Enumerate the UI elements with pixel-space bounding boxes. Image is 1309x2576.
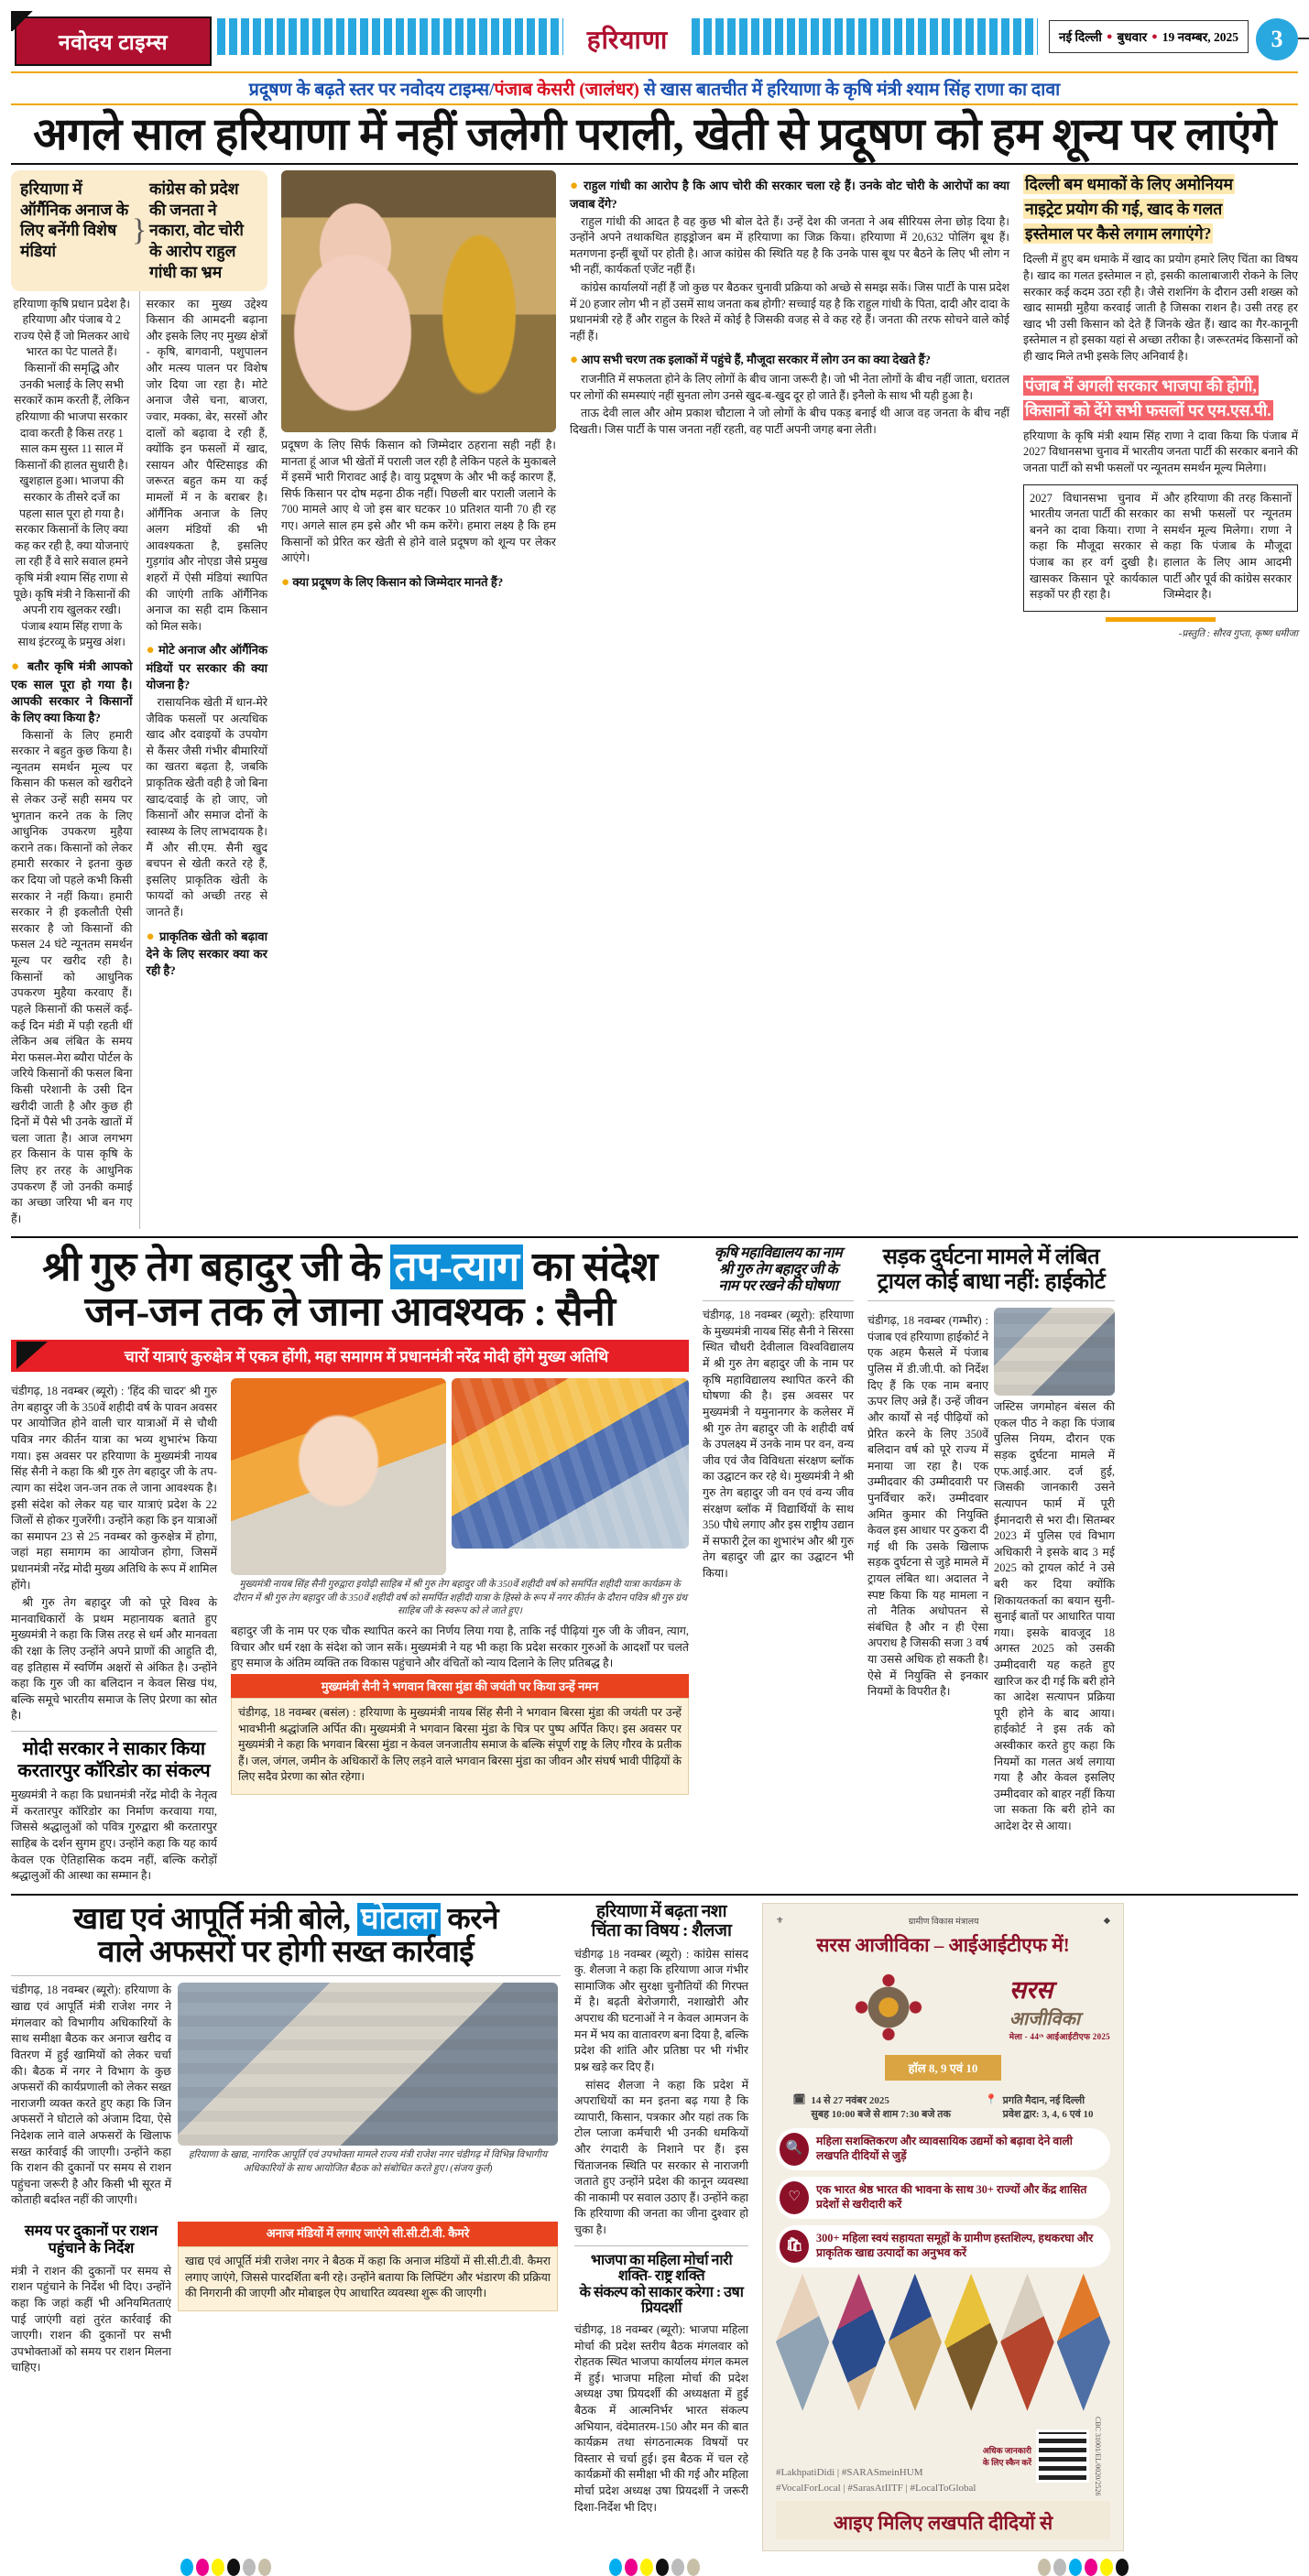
guru-main-block [11,1245,689,1886]
bullet-dot-icon: ● [1151,31,1158,42]
guru-photo-left [231,1378,446,1575]
calendar-icon: 🗓 [792,2093,806,2105]
lead-q2-block: सरकार का मुख्य उद्देश्य किसान की आमदनी बढ़ाना और इसके लिए नए मुख्य क्षेत्रों - कृषि, बागवानी, पशुपालन और मत्स्य पालन पर विशेष जोर दिया जा रहा है। मोटे अनाज जैसे चना, बाजरा, ज्वार, मक्का, बेर, सरसों और दालों को बढ़ावा दे रही हैं, क्योंकि इन फसलों में खाद, रसायन और पैस्टिसाइड की जरूरत बहुत कम या कई मामलों में न के बराबर है। ऑर्गैनिक अनाज के लिए अलग मंडियों की भी आवश्यकता है, इसलिए गुड़गांव और नोएडा जैसे प्रमुख शहरों में ऐसी मंडियां स्थापित की जाएंगी ताकि ऑर्गैनिक अनाज का सही दाम किसान को मिल सके। ● मोटे अनाज और ऑर्गैनिक मंडियों पर सरकार की क्या योजना है? रासायनिक खेती में धान-मेरे जैविक फसलों पर अत्यधिक खाद और दवाइयों के उपयोग से कैंसर जैसी गंभीर बीमारियों का खतरा बढ़ता है, जबकि प्राकृतिक खेती वही है जो बिना खाद/दवाई के हो जाए, जो किसानों और समाज दोनों के स्वास्थ्य के लिए लाभदायक है। मैं और सी.एम. सैनी खुद बचपन से खेती करते रहे हैं, इसलिए प्राकृतिक खेती के फायदों को अच्छी तरह से जानते हैं। ● प्राकृतिक खेती को बढ़ावा देने के लिए सरकार क्या कर रही है? [146,297,268,978]
bullet-icon: ● [146,929,156,944]
guru-col-mid-text: बहादुर जी के नाम पर एक चौक स्थापित करने का निर्णय लिया गया है, ताकि नई पीढ़ियां गुरु जी के जीवन, त्याग, विचार और धर्म रक्षा के संदेश को जान सकें। मुख्यमंत्री ने यह भी कहा कि प्रदेश सरकार गुरुओं के आदर्शों पर चलते हुए समाज के अंतिम व्यक्ति तक विकास पहुंचाने और वंचितों को न्याय दिलाने के लिए प्रतिबद्ध है। [231,1625,689,1670]
saras-ad[interactable] [762,1903,1124,2551]
lead-question-1: ● बतौर कृषि मंत्री आपको एक साल पूरा हो गया है। आपकी सरकार ने किसानों के लिए क्या किया है? [11,659,133,724]
emblem-icon: ⚜ [776,1916,784,1926]
highcourt-body-1: चंडीगढ़, 18 नवम्बर (गम्भीर) : पंजाब एवं हरियाणा हाईकोर्ट ने एक अहम फैसले में पंजाब पुलिस में डी.जी.पी. को निर्देश दिए हैं कि एक नाम बनाए ऊपर लिए अन्ने हैं। उन्हें जीवन और कार्यों से नई पीढ़ियों को प्रेरित करने के लिए 350वें बलिदान वर्ष को पूरे राज्य में मनाया जा रहा है। एक उम्मीदवार की उम्मीदवारी पर पुनर्विचार करें। उम्मीदवार अमित कुमार की नियुक्ति केवल इस आधार पर ठुकरा दी गई थी कि उसके खिलाफ सड़क दुर्घटना से जुड़े मामले में ट्रायल लंबित था। अदालत ने स्पष्ट किया कि यह मामला न तो नैतिक अधोपतन से संबंधित है और न ही ऐसा अपराध है जिसकी सजा 3 वर्ष या उससे अधिक हो सकती है। ऐसे में नियुक्ति से इनकार नियमों के विपरीत है। [867,1314,988,1699]
lead-col-4 [570,170,1009,440]
food-lower-columns [11,2216,561,2378]
kicker-part-b: पंजाब केसरी (जालंधर) [494,81,639,100]
ammonium-nitrate-headline: दिल्ली बम धमाकों के लिए अमोनियम नाइट्रेट प्रयोग की गई, खाद के गलत इस्तेमाल पर कैसे लगाम लगाएंगे? [1025,174,1233,244]
lead-q1-block [11,658,133,1227]
ad-photo-5 [1000,2274,1053,2411]
lead-article-columns [11,170,1298,1230]
cbc-code: CBC 31001/EL/0020/2526 [1094,2416,1102,2496]
search-icon: 🔍 [780,2133,809,2166]
ad-photo-3 [889,2274,942,2411]
ad-photo-6 [1057,2274,1110,2411]
basket-icon: 🛍 [780,2230,809,2263]
agri-head-1: कृषि महाविद्यालय का नाम [714,1245,843,1262]
lead-headline: अगले साल हरियाणा में नहीं जलेगी पराली, खेती से प्रदूषण को हम शून्य पर लाएंगे [33,109,1276,159]
bjp-head-1: भाजपा का महिला मोर्चा नारी शक्ति- राष्ट्र शक्ति [590,2252,733,2285]
lead-question-3: ● प्राकृतिक खेती को बढ़ावा देने के लिए सरकार क्या कर रही है? [146,929,267,978]
guru-section [11,1245,1298,1886]
dateline [1049,20,1249,53]
punjab-tail-box [1023,484,1298,612]
stripe-decoration-right [692,18,1038,55]
agri-head-3: नाम पर रखने की घोषणा [718,1277,838,1294]
section-divider-rule [11,1894,1298,1896]
section-divider-rule [11,1236,1298,1238]
kartarpur-body: मुख्यमंत्री ने कहा कि प्रधानमंत्री नरेंद्र मोदी के नेतृत्व में करतारपुर कॉरिडोर का निर्माण करवाया गया, जिससे श्रद्धालुओं को पवित्र गुरुद्वारा श्री करतारपुर साहिब के दर्शन सुगम हुए। उन्होंने कहा कि यह कार्य केवल एक ऐतिहासिक कदम नहीं, बल्कि करोड़ों श्रद्धालुओं की आस्था का सम्मान है। [11,1788,217,1883]
drugs-block [574,1903,748,2517]
ad-info-row [776,2093,1110,2121]
guru-headline-line2: जन-जन तक ले जाना आवश्यक : सैनी [84,1288,616,1334]
qr-code[interactable] [1036,2429,1089,2483]
corner-fold-icon [11,11,35,31]
newspaper-page [0,13,1309,2535]
qr-label: अधिक जानकारी के लिए स्कैन करें [982,2446,1031,2467]
guru-photo-row [231,1378,689,1575]
kicker-part-c: से खास बातचीत में हरियाणा के कृषि मंत्री श्याम सिंह राणा का दावा [638,81,1061,100]
ad-footer: आइए मिलिए लखपति दीदियों से [776,2501,1110,2539]
highcourt-columns [867,1308,1115,1836]
saras-brand-sub: मेला - 44ᵗʰ आईआईटीएफ 2025 [1009,2032,1110,2042]
guru-col1-text: चंडीगढ़, 18 नवम्बर (ब्यूरो) : 'हिंद की चादर' श्री गुरु तेग बहादुर जी के 350वें शहीदी वर्ष के पावन अवसर पर आयोजित होने वाली चार यात्राओं में से चौथी पवित्र नगर कीर्तन यात्रा का भव्य शुभारंभ किया गया। इस अवसर पर हरियाणा के मुख्यमंत्री नायब सिंह सैनी ने कहा कि श्री गुरु तेग बहादुर जी के तप-त्याग का संदेश जन-जन तक ले जाना आवश्यक है। इसी संदेश को लेकर यह चार यात्राएं प्रदेश के 22 जिलों से होकर गुजरेंगी। उन्होंने कहा कि इन यात्राओं का समापन 23 से 25 नवम्बर को कुरुक्षेत्र में होगा, जहां महा समागम का आयोजन होगा, जिसमें प्रधानमंत्री नरेंद्र मोदी मुख्य अतिथि के रूप में शामिल होंगे। श्री गुरु तेग बहादुर जी को पूरे विश्व के मानवाधिकारों के प्रथम महानायक बताते हुए मुख्यमंत्री ने कहा कि जिस तरह से धर्म और मानवता की रक्षा के लिए उन्होंने अपने प्राणों की आहुति दी, वह इतिहास में स्वर्णिम अक्षरों से अंकित है। उन्होंने कहा कि गुरु जी का बलिदान न केवल सिख पंथ, बल्कि समूचे भारतीय समाज के लिए प्रेरणा का स्रोत है। [11,1385,217,1723]
thin-rule [574,2245,748,2246]
guru-headline-line1: श्री गुरु तेग बहादुर जी के तप-त्याग का संदेश [42,1245,658,1290]
food-body: चंडीगढ़, 18 नवम्बर (ब्यूरो): हरियाणा के खाद्य एवं आपूर्ति मंत्री राजेश नगर ने मंगलवार को विभागीय अधिकारियों के साथ समीक्षा बैठक कर अनाज खरीद व वितरण में हुई खामियों को लेकर चर्चा की। बैठक में नगर ने विभाग के कुछ अफसरों की कार्यप्रणाली को लेकर सख्त नाराजगी व्यक्त करते हुए कहा कि जिन अफसरों ने घोटाले को अंजाम दिया, ऐसे निदेशक लाने वाले अफसरों के खिलाफ सख्त कार्रवाई की जाएगी। उन्होंने कहा कि राशन की दुकानों पर समय से राशन पहुंचना जरूरी है और किसी भी सूरत में कोताही बर्दाश्त नहीं की जाएगी। [11,1984,171,2207]
thin-rule [11,1975,561,1976]
dateline-day: बुधवार [1117,30,1148,44]
agri-head-2: श्री गुरु तेग बहादुर जी के [718,1262,838,1278]
punjab-govt-headline: पंजाब में अगली सरकार भाजपा की होगी, किसानों को देंगे सभी फसलों पर एम.एस.पी. [1025,375,1271,419]
food-sub-body: मंत्री ने राशन की दुकानों पर समय से राशन पहुंचाने के निर्देश भी दिए। उन्होंने कहा कि जहां कहीं भी अनियमितताएं पाई जाएंगी वहां तुरंत कार्रवाई की जाएगी। राशन की दुकानों पर सभी उपभोक्ताओं को समय पर राशन मिलना चाहिए। [11,2264,171,2375]
lead-answer-2: रासायनिक खेती में धान-मेरे जैविक फसलों पर अत्यधिक खाद और दवाइयों के उपयोग से कैंसर जैसी गंभीर बीमारियों का खतरा बढ़ता है, जबकि प्राकृतिक खेती वही है जो बिना खाद/दवाई के हो जाए, जो किसानों और समाज दोनों के स्वास्थ्य के लिए लाभदायक है। मैं और सी.एम. सैनी खुद बचपन से खेती करते रहे हैं, इसलिए प्राकृतिक खेती के फायदों को अच्छी तरह से जानते हैं। [146,696,267,918]
bullet-icon: ● [570,353,579,368]
lead-col4-text: ● राहुल गांधी का आरोप है कि आप चोरी की सरकार चला रहे हैं। उनके वोट चोरी के आरोपों का क्या जवाब देंगे? राहुल गांधी की आदत है वह कुछ भी बोल देते हैं। उन्हें देश की जनता ने अब सीरियस लेना छोड़ दिया है। उन्होंने अपने तथाकथित हाइड्रोजन बम में हरियाणा का जिक्र किया। हरियाणा में 20,632 पोलिंग बूथ हैं। मतगणना इन्हीं बूथों पर होती है। आज कांग्रेस की स्थिति यह है कि उनके पास बूथ पर बैठने के लिए भी लोग न भी नहीं, कार्यकर्ता एजेंट नहीं हैं। कांग्रेस कार्यालयों नहीं हैं जो कुछ पर बैठकर चुनावी प्रक्रिया को अच्छे से समझ सकें। जिस पार्टी के पास प्रदेश में 20 हजार लोग भी न हों उसमें साथ जनता कब होगी? सच्चाई यह है कि राहुल गांधी के पिता, दादी और दादा के प्रधानमंत्री रहे हैं और राहुल के रिश्ते में कोई है जिसकी वजह से वे कह रहे हैं। जनता की तरफ सोचने वाले कोई नहीं हैं। ● आप सभी चरण तक इलाकों में पहुंचे हैं, मौजूदा सरकार में लोग उन का क्या देखते हैं? राजनीति में सफलता होने के लिए लोगों के बीच जाना जरूरी है। जो भी नेता लोगों के बीच नहीं जाता, धरातल पर लोगों की समस्याएं नहीं सुनता लोग उनसे खुद-ब-खुद दूर हो जाते हैं। इनैलो के साथ भी यही हुआ है। ताऊ देवी लाल और ओम प्रकाश चौटाला ने जो लोगों के बीच पकड़ बनाई थी आज वह जनता के बीच नहीं दिखती। जिस पार्टी के पास जनता नहीं रहती, वह पार्टी अपनी जगह बना लेती। [570,178,1009,436]
birsa-munda-box [231,1698,689,1795]
ad-photo-4 [944,2274,998,2411]
saras-logo [776,1965,1110,2086]
food-photo-caption: हरियाणा के खाद्य, नागरिक आपूर्ति एवं उपभोक्ता मामले राज्य मंत्री राजेश नगर चंडीगढ़ में विभिन्न विभागीय अधिकारियों के साथ आयोजित बैठक को संबोधित करते हुए। (संजय कुर्ल) [188,2150,548,2174]
food-headline-1: खाद्य एवं आपूर्ति मंत्री बोले, घोटाला करने [72,1902,499,1936]
color-group-center [609,2559,700,2576]
guru-redbar: चारों यात्राएं कुरुक्षेत्र में एकत्र होंगी, महा समागम में प्रधानमंत्री नरेंद्र मोदी होंगे मुख्य अतिथि [11,1340,689,1372]
ammonium-nitrate-body: दिल्ली में हुए बम धमाके में खाद का प्रयोग हमारे लिए चिंता का विषय है। खाद का गलत इस्तेमाल न हो, इसकी कालाबाजारी रोकने के लिए सरकार कई कदम उठा रही है। जैसे राशनिंग के दौरान उसी शख्स को खाद सामग्री मुहैया करवाई जाती है जिसका राशन है। उसी तरह हर खाद भी उसी किसान को देते हैं जिनके खेत हैं। खाद का गैर-कानूनी इस्तेमाल न हो इसका यहां से अच्छा तरीका है। जरूरतमंद किसानों को ही खाद मिले तभी इसके लिए अनिवार्य है। [1023,253,1298,363]
cctv-body: खाद्य एवं आपूर्ति मंत्री राजेश नगर ने बैठक में कहा कि अनाज मंडियों में सी.सी.टी.वी. कैमरा लगाए जाएंगे, जिससे पारदर्शिता बनी रहे। उन्होंने बताया कि लिफ्टिंग और भंडारण की प्रक्रिया की निगरानी की जाएगी और मोबाइल ऐप आधारित व्यवस्था शुरू की जाएगी। [185,2254,551,2300]
ad-venue-line1: प्रगति मैदान, नई दिल्ली [1002,2094,1085,2106]
ad-title: सरस आजीविका – आईआईटीएफ में! [816,1933,1070,1956]
drugs-head-1: हरियाणा में बढ़ता नशा [595,1901,727,1921]
bullet-icon: ● [146,643,156,658]
punjab-tail-1: 2027 विधानसभा चुनाव में भारतीय जनता पार्टी की सरकार बनने का दावा किया। राणा ने कहा कि मौजूदा सरकार से पंजाब का हर वर्ग दुखी है। खासकर किसान पूरे कार्यकाल सड़कों पर ही रहा है। [1030,491,1158,602]
highcourt-col-1 [867,1308,988,1836]
highcourt-block [867,1245,1115,1836]
ad-ministry-row [776,1915,1110,1927]
color-registration-bars [11,2559,1298,2576]
saras-mark-icon [846,1965,931,2049]
orange-accent-rule [1106,617,1216,622]
guru-columns [11,1378,689,1886]
bjp-body: चंडीगढ़, 18 नवम्बर (ब्यूरो): भाजपा महिला मोर्चा की प्रदेश स्तरीय बैठक मंगलवार को रोहतक स्थित भाजपा कार्यालय मंगल कमल में हुई। भाजपा महिला मोर्चा की प्रदेश अध्यक्ष उषा प्रियदर्शी की अध्यक्षता में हुई बैठक में आत्मनिर्भर भारत संकल्प अभियान, वंदेमातरम-150 और मन की बात कार्यक्रम तथा संगठनात्मक विषयों पर विस्तार से चर्चा हुई। इस बैठक में चल रहे कार्यक्रमों की समीक्षा भी की गई और महिला मोर्चा प्रदेश अध्यक्ष उषा प्रियदर्शी ने जरूरी दिशा-निर्देश भी दिए। [574,2323,748,2514]
punjab-tail-2: और हरियाणा की तरह किसानों का सभी फसलों पर न्यूनतम समर्थन मूल्य मिलेगा। राणा ने कहा कि पंजाब के मौजूदा हालात के लिए आम आदमी पार्टी और पूर्व की कांग्रेस सरकार जिम्मेदार है। [1163,491,1292,602]
ad-ministry-label: ग्रामीण विकास मंत्रालय [908,1917,979,1927]
lead-kicker [11,71,1298,105]
bottom-section [11,1903,1298,2551]
heart-icon: ♡ [780,2181,809,2214]
ad-hashtags [776,2465,976,2495]
drugs-head-2: चिंता का विषय : शैलजा [591,1920,732,1940]
food-subhead: समय पर दुकानों पर राशन पहुंचाने के निर्देश [24,2223,158,2256]
agri-college-body: चंडीगढ़, 18 नवम्बर (ब्यूरो): हरियाणा के मुख्यमंत्री नायब सिंह सैनी ने सिरसा स्थित चौधरी देवीलाल विश्वविद्यालय में श्री गुरु तेग बहादुर जी के नाम पर कृषि महाविद्यालय स्थापित करने की घोषणा की है। इस अवसर पर मुख्यमंत्री ने यमुनानगर के कलेसर में श्री गुरु तेग बहादुर जी के शहीदी वर्ष के उपलक्ष्य में उनके नाम पर वन, वन्य जीव एवं जैव विविधता संरक्षण ब्लॉक का उद्घाटन कर रहे थे। मुख्यमंत्री ने श्री गुरु तेग बहादुर जी वन एवं वन्य जीव संरक्षण ब्लॉक में विद्यार्थियों के साथ 350 पौधे लगाए और इस राष्ट्रीय उद्यान में सफारी ट्रेल का शुभारंभ और श्री गुरु तेग बहादुर जी द्वार का उद्घाटन भी किया। [703,1309,854,1580]
lead-col-1-2 [11,170,267,1230]
section-title: हरियाणा [569,13,687,66]
lead-question-4: ● क्या प्रदूषण के लिए किसान को जिम्मेदार मानते हैं? [281,574,504,590]
food-minister-block [11,1903,561,2378]
ad-photo-2 [832,2274,885,2411]
lead-col3-text: प्रदूषण के लिए सिर्फ किसान को जिम्मेदार ठहराना सही नहीं है। मानता हूं आज भी खेतों में पराली जल रही है लेकिन पहले के मुकाबले में इसमें भारी गिरावट आई है। वायु प्रदूषण के और भी कई कारण हैं, सिर्फ किसान पर दोष मढ़ना ठीक नहीं। पिछली बार पराली जलाने के 700 मामले आए थे जो इस बार घटकर 10 प्रतिशत यानी 70 ही रह गए। अगले साल हम इसे और भी कम करेंगे। हमारा लक्ष्य है कि हम किसानों को प्रेरित कर खेती से होने वाले प्रदूषण को शून्य पर लेकर आएंगे। ● क्या प्रदूषण के लिए किसान को जिम्मेदार मानते हैं? [281,438,556,592]
ad-logo-icon: ◆ [1103,1916,1110,1926]
masthead [11,13,1298,66]
highcourt-body-2: जस्टिस जगमोहन बंसल की एकल पीठ ने कहा कि पंजाब पुलिस नियम, दौरान एक सड़क दुर्घटना मामले में एफ.आई.आर. दर्ज हुई, जिसकी जानकारी उसने सत्यापन फार्म में पूरी ईमानदारी से भरा दी। सितम्बर 2023 में पुलिस एवं विभाग अधिकारी ने इसके बाद 3 मई 2025 को ट्रायल कोर्ट ने उसे बरी कर दिया क्योंकि शिकायतकर्ता का बयान सुनी-सुनाई बातों पर आधारित पाया गया। इसके बावजूद 18 अगस्त 2025 को उसकी उम्मीदवारी यह कहते हुए खारिज कर दी गई कि बरी होने का आदेश सत्यापन प्रक्रिया पूरी होने के बाद आया। हाईकोर्ट ने इस तर्क को अस्वीकार करते हुए कहा कि नियमों का गलत अर्थ लगाया गया है और केवल इसलिए उम्मीदवार को बाहर नहीं किया जा सकता कि बरी होने का आदेश देर से आया। [994,1400,1115,1833]
ad-bullet-2: ♡ एक भारत श्रेष्ठ भारत की भावना के साथ 30+ राज्यों और केंद्र शासित प्रदेशों से खरीदारी करें [776,2177,1110,2219]
thin-rule [867,1300,1115,1301]
ad-venue-block [985,2093,1094,2121]
thin-rule [11,1731,217,1732]
lead-question-5: ● राहुल गांधी का आरोप है कि आप चोरी की सरकार चला रहे हैं। उनके वोट चोरी के आरोपों का क्या जवाब देंगे? [570,178,1009,211]
kartarpur-subhead: मोदी सरकार ने साकार किया करतारपुर कॉरिडोर का संकल्प [17,1739,211,1781]
ad-photo-1 [776,2274,829,2411]
newspaper-logo: नवोदय टाइम्स [15,16,212,66]
ad-hashtags-line2: #VocalForLocal | #SarasAtIITF | #LocalToGlobal [776,2482,976,2494]
lead-col-photo [281,170,556,594]
highcourt-head-1: सड़क दुर्घटना मामले में लंबित [882,1245,1100,1270]
highcourt-head-2: ट्रायल कोई बाधा नहीं: हाईकोर्ट [877,1269,1106,1294]
ad-date-line1: 14 से 27 नवंबर 2025 [811,2094,889,2106]
lead-col-sidebars [1023,170,1298,640]
lead-question-2: ● मोटे अनाज और ऑर्गैनिक मंडियों पर सरकार की क्या योजना है? [146,643,268,692]
saras-brand-1: सरस [1009,1976,1053,2005]
food-headline-2: वाले अफसरों पर होगी सख्त कार्रवाई [97,1936,474,1970]
location-pin-icon: 📍 [984,2093,998,2105]
bullet-dot-icon: ● [1106,31,1113,42]
guru-col-photos [231,1378,689,1795]
dateline-date: 19 नवम्बर, 2025 [1162,30,1239,44]
punjab-govt-body: हरियाणा के कृषि मंत्री श्याम सिंह राणा ने दावा किया कि पंजाब में 2027 विधानसभा चुनाव में भारतीय जनता पार्टी की सरकार बनाने की जनता पार्टी को सभी फसलों पर न्यूनतम समर्थन मूल्य मिलेगा। [1023,429,1298,475]
lead-subcolumns [11,291,267,1230]
birsa-munda-bar: मुख्यमंत्री सैनी ने भगवान बिरसा मुंडा की जयंती पर किया उन्हें नमन [231,1674,689,1698]
teaser-right: कांग्रेस को प्रदेश की जनता ने नकारा, वोट चोरी के आरोप राहुल गांधी का भ्रम [149,179,244,281]
ad-photo-strip [776,2274,1110,2411]
lead-col-1 [11,291,133,1230]
food-col-photo [178,1983,558,2176]
kicker-part-a: प्रदूषण के बढ़ते स्तर पर नवोदय टाइम्स/ [248,81,495,100]
agri-college-block [703,1245,854,1583]
cctv-redbar: अनाज मंडियों में लगाए जाएंगे सी.सी.टी.वी. कैमरे [178,2222,558,2246]
headline-rule [11,163,1298,165]
guru-col-1 [11,1378,217,1886]
guru-photo-caption: मुख्यमंत्री नायब सिंह सैनी गुरुद्वारा इयोढ़ी साहिब में श्री गुरु तेग बहादुर जी के 350वें शहीदी वर्ष को समर्पित शहीदी यात्रा कार्यक्रम के दौरान में श्री गुरु तेग बहादुर जी के 350वें शहीदी वर्ष को समर्पित शहीदी यात्रा के हिस्से के रूप में नगर कीर्तन के दौरान पवित्र श्री गुरु ग्रंथ साहिब जी के स्वरूप को ले जाते हुए। [233,1580,687,1616]
lead-col-2 [147,291,268,1230]
bullet-icon: ● [570,178,580,193]
drugs-body: चंडीगढ़ 18 नवम्बर (ब्यूरो) : कांग्रेस सांसद कु. शैलजा ने कहा कि हरियाणा आज गंभीर सामाजिक और सुरक्षा चुनौतियों की गिरफ्त में है। बढ़ती बेरोजगारी, नशाखोरी और अपराध की घटनाओं ने न केवल आमजन के मन में भय का वातावरण बना दिया है, बल्कि प्रदेश की शांति और प्रतिष्ठा पर भी गंभीर प्रश्न खड़े कर दिए हैं। सांसद शैलजा ने कहा कि प्रदेश में अपराधियों का मन इतना बढ़ गया है कि व्यापारी, किसान, पत्रकार और यहां तक कि टोल प्लाजा कर्मचारी भी उनकी धमकियों और रंगदारी के निशाने पर हैं। इस चिंताजनक स्थिति पर सरकार से नाराजगी जताते हुए उन्होंने प्रदेश की कानून व्यवस्था की नाकामी पर सवाल उठाए हैं। उन्होंने कहा कि हरियाणा की जनता का जीना दुश्वार हो चुका है। [574,1947,748,2237]
lead-teaser-box [11,170,267,291]
bullet-icon: ● [11,659,22,675]
thin-rule [703,1300,854,1301]
saras-brand-2: आजीविका [1009,2009,1081,2030]
food-col-sub [11,2216,171,2378]
lead-answer-1: किसानों के लिए हमारी सरकार ने बहुत कुछ किया है। न्यूनतम समर्थन मूल्य पर किसान की फसल को खरीदने से लेकर उन्हें सही समय पर भुगतान करने तक के लिए आधुनिक उपकरण मुहैया कराने तक। किसानों को लेकर हमारी सरकार ने इतना कुछ कर दिया जो पहले कभी किसी सरकार ने नहीं किया। हमारी सरकार ने ही इकलौती ऐसी सरकार है जो किसानों की फसल 24 घंटे न्यूनतम समर्थन मूल्य पर खरीद रही है। किसानों को आधुनिक उपकरण मुहैया करवाए हैं। पहले किसानों की फसलें कई-कई दिन मंडी में पड़ी रहती थीं लेकिन अब लंबित के समय मेरा फसल-मेरा ब्यौरा पोर्टल के जरिये किसानों की फसल बिना किसी परेशानी के उसी दिन खरीदी जाती है और कुछ ही दिनों में पैसे भी उनके खातों में चला जाता है। आज लगभग हर किसान के पास कृषि के लिए हर तरह के आधुनिक उपकरण हैं जो उनकी कमाई का अच्छा जरिया भी बन गए हैं। [11,728,133,1225]
highcourt-col-2 [994,1308,1115,1836]
ad-bullet-1: 🔍 महिला सशक्तिकरण और व्यावसायिक उद्यमों को बढ़ावा देने वाली लखपति दीदियों से जुड़ें [776,2128,1110,2170]
lead-intro: हरियाणा कृषि प्रधान प्रदेश है। हरियाणा और पंजाब ये 2 राज्य ऐसे हैं जो मिलकर आधे भारत का पेट पालते हैं। किसानों की समृद्धि और उनकी भलाई के लिए सभी सरकारें काम करती हैं, लेकिन हरियाणा की भाजपा सरकार दावा करती है किस तरह 1 साल कम सुस्त 11 साल में किसानों की हालत सुधारी है। खुशहाल हुआ। भाजपा की सरकार के तीसरे दर्जे का पहला साल पूरा हो गया है। सरकार किसानों के लिए क्या कह कर रही है, क्या योजनाएं ला रही हैं वे सारे सवाल हमने कृषि मंत्री श्याम सिंह राणा से पूछे। कृषि मंत्री ने किसानों की अपनी राय खुलकर रखी। पंजाब श्याम सिंह राणा के साथ इंटरव्यू के प्रमुख अंश। [13,297,131,649]
lead-question-6: ● आप सभी चरण तक इलाकों में पहुंचे हैं, मौजूदा सरकार में लोग उन का क्या देखते हैं? [570,353,932,368]
food-columns [11,1983,561,2211]
ad-date-line2: सुबह 10:00 बजे से शाम 7:30 बजे तक [811,2108,952,2120]
color-group-right [1038,2559,1129,2576]
color-group-left [180,2559,271,2576]
hall-ribbon: हॉल 8, 9 एवं 10 [885,2055,1002,2081]
ad-venue-line2: प्रवेश द्वार: 3, 4, 6 एवं 10 [1002,2108,1094,2120]
brace-icon: } [131,212,147,247]
teaser-left: हरियाणा में ऑर्गैनिक अनाज के लिए बनेंगी विशेष मंडियां [20,179,129,261]
minister-photo [281,170,556,432]
cctv-box [178,2246,558,2311]
food-col-1 [11,1983,171,2211]
birsa-munda-body: चंडीगढ़, 18 नवम्बर (बसंल) : हरियाणा के मुख्यमंत्री नायब सिंह सैनी ने भगवान बिरसा मुंडा की जयंती पर उन्हें भावभीनी श्रद्धांजलि अर्पित की। मुख्यमंत्री ने भगवान बिरसा मुंडा के चित्र पर पुष्प अर्पित किए। इस अवसर पर मुख्यमंत्री ने कहा कि भगवान बिरसा मुंडा न केवल जनजातीय समाज के बल्कि संपूर्ण राष्ट्र के लिए गौरव के प्रतीक हैं। जल, जंगल, जमीन के अधिकारों के लिए लड़ने वाले भगवान बिरसा मुंडा का जीवन और संघर्ष भावी पीढ़ियों के लिए सदैव प्रेरणा का स्रोत रहेगा। [238,1705,682,1784]
ad-hashtags-line1: #LakhpatiDidi | #SARASmeinHUM [776,2467,923,2479]
food-cctv-block [178,2216,558,2311]
guru-photo-right [452,1378,689,1549]
ad-date-block [792,2093,951,2121]
meeting-photo [178,1983,558,2146]
bullet-icon: ● [281,574,290,590]
bjp-head-2: के संकल्प को साकार करेगा : उषा प्रियदर्शी [579,2284,744,2317]
dateline-city: नई दिल्ली [1059,30,1102,44]
stripe-decoration-left [217,18,563,55]
page-number-badge: 3 [1256,18,1298,60]
column-divider [139,291,140,1230]
advertisement[interactable] [762,1903,1124,2551]
gavel-photo [994,1308,1115,1396]
ad-bullet-3: 🛍 300+ महिला स्वयं सहायता समूहों के ग्रामीण हस्तशिल्प, हथकरघा और प्राकृतिक खाद्य उत्पादों का अनुभव करें [776,2225,1110,2267]
lead-byline: -प्रस्तुति : सौरव गुप्ता, कृष्ण धमीजा [1178,628,1298,639]
